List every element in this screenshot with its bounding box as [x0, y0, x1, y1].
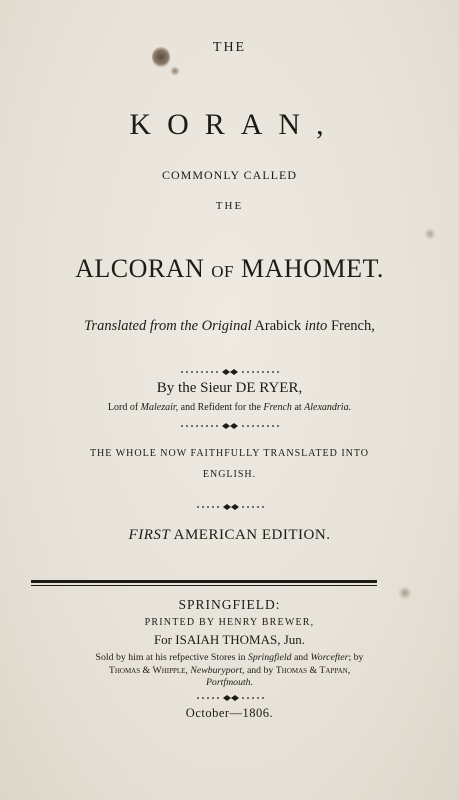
title-alcoran: [0, 254, 459, 284]
imprint-sold-line-1: Sold by him at his refpective Stores in Springfield and Worcefter; by: [95, 652, 364, 663]
edition-line: FIRST AMERICAN EDITION.: [128, 527, 331, 543]
fleuron-icon: [194, 502, 266, 512]
ink-blot-small: [170, 66, 180, 76]
imprint-sold-line-3: Portfmouth.: [205, 677, 254, 688]
ornament-rule: [0, 693, 459, 703]
title-koran: KORAN,: [129, 108, 340, 141]
ornament-rule: [0, 367, 459, 377]
translation-note-2: ENGLISH.: [202, 469, 257, 480]
ornament-rule: [0, 502, 459, 512]
imprint-publisher: For ISAIAH THOMAS, Jun.: [153, 632, 306, 647]
author-line: By the Sieur DE RYER,: [156, 380, 303, 396]
double-rule: [31, 580, 377, 587]
imprint-date: October—1806.: [185, 706, 274, 720]
foxing-spot: [424, 228, 436, 240]
imprint-sold-line-2: Thomas & Whipple, Newburyport, and by Thomas & Tappan,: [108, 665, 351, 676]
title-the-second: THE: [215, 200, 244, 212]
imprint-printer: PRINTED BY HENRY BREWER,: [144, 617, 315, 628]
translation-note-1: THE WHOLE NOW FAITHFULLY TRANSLATED INTO: [89, 448, 370, 459]
translated-line: Translated from the Original Arabick into French,: [84, 318, 375, 334]
ornament-rule: [0, 421, 459, 431]
author-title-line: Lord of Malezair, and Refident for the French at Alexandria.: [107, 402, 352, 413]
commonly-called: COMMONLY CALLED: [161, 168, 298, 182]
title-the: THE: [212, 40, 247, 55]
fleuron-icon: [194, 693, 266, 703]
fleuron-icon: [178, 421, 282, 431]
alcoran-word: ALCORAN: [75, 254, 205, 283]
mahomet-word: MAHOMET.: [241, 254, 384, 283]
fleuron-icon: [178, 367, 282, 377]
imprint-city: SPRINGFIELD:: [178, 597, 281, 612]
alcoran-of: OF: [211, 262, 234, 281]
